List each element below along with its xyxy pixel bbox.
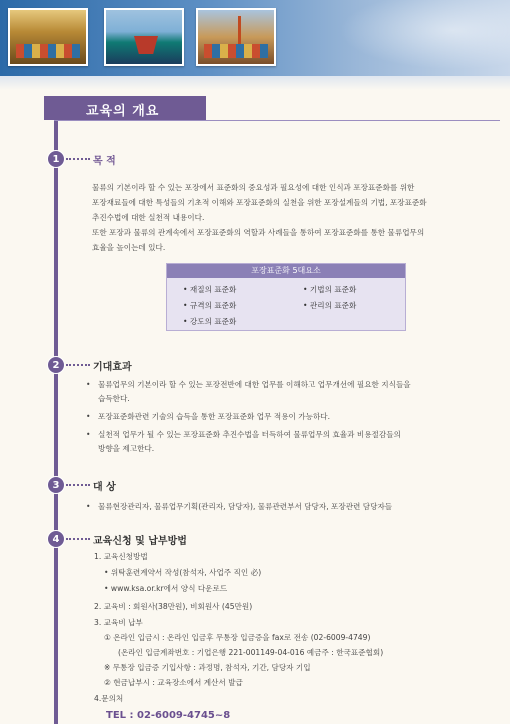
purpose-line: 효율을 높이는데 있다. (92, 243, 166, 252)
purpose-paragraph (92, 180, 492, 255)
list-item: • 실천적 업무가 될 수 있는 포장표준화 추진수법을 터득하여 물류업무의 효율과 비용절감들의 방향을 제고한다. (86, 430, 401, 453)
section-number-4: 4 (47, 530, 65, 548)
list-item: • www.ksa.or.kr에서 양식 다운로드 (104, 584, 228, 593)
section-number-2: 2 (47, 356, 65, 374)
page-title: 교육의 개요 (44, 96, 206, 120)
list-item: • 물류현장관리자, 물류업무기획(관리자, 담당자), 물류관련부서 담당자, 포장관련 담당자들 (86, 502, 393, 511)
table-item: • 관리의 표준화 (303, 301, 357, 310)
container-stack-graphic (204, 44, 268, 58)
target-heading: 대 상 (93, 482, 116, 493)
contact-phone: TEL : 02-6009-4745~8 (106, 710, 231, 721)
container-ship-photo (104, 8, 184, 66)
purpose-heading: 목 적 (93, 156, 116, 167)
ship-icon (134, 36, 158, 54)
world-map-graphic (320, 0, 510, 76)
payment-method-label: 3. 교육비 납부 (94, 618, 143, 627)
online-payment-info: ① 온라인 입금시 : 온라인 입금후 무통장 입금증을 fax로 전송 (02-6009-4749) (104, 633, 371, 642)
section-leader-dots (66, 484, 90, 486)
payment-heading: 교육신청 및 납부방법 (93, 536, 187, 547)
table-item: • 강도의 표준화 (183, 317, 237, 326)
timeline-line (54, 120, 58, 724)
title-divider (54, 120, 500, 121)
purpose-line: 또한 포장과 물류의 관계속에서 포장표준화의 역할과 사례들을 통하여 포장표준화를 통한 물류업무의 (92, 228, 425, 237)
section-number-1: 1 (47, 150, 65, 168)
application-method-label: 1. 교육신청방법 (94, 552, 148, 561)
table-header: 포장표준화 5대요소 (167, 264, 405, 278)
cargo-warehouse-photo (8, 8, 88, 66)
list-item: • 포장표준화관련 기술의 습득을 통한 포장표준화 업무 적용이 가능하다. (86, 412, 331, 421)
section-leader-dots (66, 158, 90, 160)
table-item: • 기법의 표준화 (303, 285, 357, 294)
deposit-note: ※ 무통장 입금증 기입사항 : 과정명, 참석자, 기간, 담당자 기입 (104, 663, 311, 672)
table-item: • 규격의 표준화 (183, 301, 237, 310)
section-leader-dots (66, 364, 90, 366)
section-leader-dots (66, 538, 90, 540)
standardization-table (166, 263, 406, 331)
purpose-line: 추진수법에 대한 실천적 내용이다. (92, 213, 205, 222)
table-item: • 재질의 표준화 (183, 285, 237, 294)
header-fade (0, 76, 510, 90)
list-item: • 물류업무의 기본이라 할 수 있는 포장전반에 대한 업무를 이해하고 업무개선에 필요한 지식들을 습득한다. (86, 380, 411, 403)
bank-account-info: (온라인 입금계좌번호 : 기업은행 221-001149-04-016 예금주 : 한국표준협회) (118, 648, 384, 657)
contact-label: 4.문의처 (94, 694, 124, 703)
port-crane-photo (196, 8, 276, 66)
effect-list (86, 378, 492, 456)
fee-info: 2. 교육비 : 회원사(38만원), 비회원사 (45만원) (94, 602, 253, 611)
effect-heading: 기대효과 (93, 362, 132, 373)
target-list (86, 500, 492, 514)
purpose-line: 물류의 기본이라 할 수 있는 포장에서 표준화의 중요성과 필요성에 대한 인식과 포장표준화를 위한 (92, 183, 415, 192)
cash-payment-info: ② 현금납부시 : 교육장소에서 계산서 발급 (104, 678, 243, 687)
header-banner (0, 0, 510, 76)
purpose-line: 포장재료들에 대한 특성들의 기초적 이해와 포장표준화의 실천을 위한 포장설계들의 기법, 포장표준화 (92, 198, 427, 207)
section-number-3: 3 (47, 476, 65, 494)
cargo-stack-graphic (16, 44, 80, 58)
list-item: • 위탁훈련계약서 작성(참석자, 사업주 직인 必) (104, 568, 262, 577)
